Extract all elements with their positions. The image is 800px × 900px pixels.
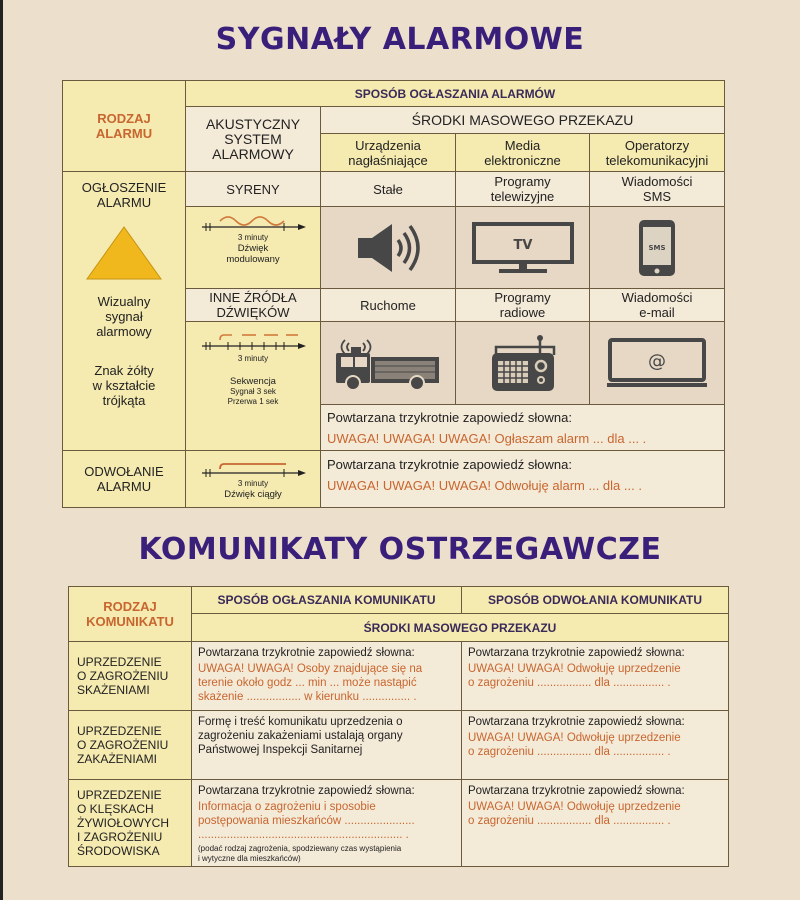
media-col-line: elektroniczne	[484, 152, 561, 168]
media-col-loudspeakers	[320, 133, 456, 172]
text-line: UWAGA! UWAGA! Odwołuję uprzedzenie	[468, 801, 681, 813]
text-line: ................................................................ .	[198, 829, 409, 841]
text-line: o zagrożeniu ................. dla ................ .	[468, 677, 671, 689]
text-line: o zagrożeniu ................. dla ................ .	[468, 815, 671, 827]
label-line: DŹWIĘKÓW	[216, 305, 290, 320]
type-line: ŚRODOWISKA	[77, 844, 160, 858]
text-line: o zagrożeniu ................. dla ................ .	[468, 746, 671, 758]
yellow-triangle-icon	[84, 224, 164, 282]
text-line: Informacja o zagrożeniu i sposobie	[198, 801, 376, 813]
media-col-line: telekomunikacyjni	[605, 152, 709, 168]
tv-cell	[455, 206, 590, 289]
alarm-type-header-line: RODZAJ	[97, 111, 151, 126]
other-sources-label	[185, 288, 321, 322]
at-sign-text: @	[648, 351, 666, 372]
sequence-duration: 3 minuty	[237, 354, 269, 363]
acoustic-header-line: SYSTEM	[224, 130, 282, 147]
text-line: Formę i treść komunikatu uprzedzenia o	[198, 716, 403, 728]
label-line: Programy	[494, 290, 551, 305]
cancel-message-header: SPOSÓB ODWOŁANIA KOMUNIKATU	[461, 586, 729, 614]
text-line: UWAGA! UWAGA! Odwołuję uprzedzenie	[468, 732, 681, 744]
media-col-telecom	[589, 133, 725, 172]
warning-row-cancel	[461, 779, 729, 867]
speaker-cell	[320, 206, 456, 289]
warning-row-cancel	[461, 710, 729, 780]
sequence-timeline-icon	[198, 330, 308, 354]
text-line: Państwowej Inspekcji Sanitarnej	[198, 744, 363, 756]
alarm-type-header-line: ALARMU	[95, 126, 153, 141]
fire-truck-cell	[320, 321, 456, 405]
tv-label: TV	[513, 237, 532, 253]
warning-row-announce	[191, 710, 462, 780]
message-type-header	[68, 586, 192, 642]
intro: Powtarzana trzykrotnie zapowiedź słowna:	[468, 647, 685, 659]
siren-sound-line: Dźwięk	[237, 243, 269, 254]
announce-message-header: SPOSÓB OGŁASZANIA KOMUNIKATU	[191, 586, 462, 614]
acoustic-header-line: ALARMOWY	[212, 145, 294, 162]
media-col-line: nagłaśniające	[348, 152, 428, 168]
type-line: SKAŻENIAMI	[77, 683, 150, 697]
warning-row-type	[68, 779, 192, 867]
spoken-text: UWAGA! UWAGA! UWAGA! Ogłaszam alarm ... dla ... .	[327, 431, 647, 446]
sequence-line: Sekwencja	[230, 376, 276, 387]
type-line: UPRZEDZENIE	[77, 788, 162, 802]
label-line: Programy	[494, 174, 551, 189]
cancel-sound: Dźwięk ciągły	[224, 488, 282, 500]
label-line: INNE ŹRÓDŁA	[209, 290, 297, 305]
spoken-text: UWAGA! UWAGA! UWAGA! Odwołuję alarm ... dla ... .	[327, 478, 642, 493]
label-line: Wiadomości	[621, 290, 693, 305]
continuous-timeline-icon	[198, 459, 308, 479]
speaker-icon	[348, 220, 428, 276]
alarm-method-header: SPOSÓB OGŁASZANIA ALARMÓW	[185, 80, 725, 107]
text-line: postępowania mieszkańców ......................	[198, 815, 415, 827]
title-alarm-signals: SYGNAŁY ALARMOWE	[215, 22, 585, 57]
header-line: KOMUNIKATU	[86, 614, 174, 629]
text-line: skażenie ................. w kierunku ............... .	[198, 691, 417, 703]
tv-programs-label	[455, 171, 590, 207]
continuous-sound-cell	[185, 450, 321, 508]
sirens-label: SYRENY	[185, 171, 321, 207]
cancel-label-line: ALARMU	[96, 479, 152, 494]
page-border-left	[0, 0, 3, 900]
mobile-devices-label: Ruchome	[320, 288, 456, 322]
intro: Powtarzana trzykrotnie zapowiedź słowna:	[468, 716, 685, 728]
cancel-label-line: ODWOŁANIE	[84, 464, 164, 479]
siren-sound-line: modulowany	[226, 254, 280, 265]
siren-modulated-cell	[185, 206, 321, 289]
type-line: O KLĘSKACH	[77, 802, 154, 816]
sms-label-text: SMS	[648, 243, 666, 252]
type-line: O ZAGROŻENIU	[77, 669, 169, 683]
label-line: telewizyjne	[490, 189, 555, 204]
media-col-line: Media	[504, 137, 541, 153]
label-line: radiowe	[499, 305, 546, 320]
siren-duration: 3 minuty	[237, 233, 269, 242]
warning-row-announce	[191, 641, 462, 711]
type-line: ZAKAŻENIAMI	[77, 752, 158, 766]
email-cell	[589, 321, 725, 405]
acoustic-header-line: AKUSTYCZNY	[205, 115, 301, 132]
sms-label	[589, 171, 725, 207]
media-col-electronic	[455, 133, 590, 172]
radio-cell	[455, 321, 590, 405]
cancel-alarm-cell	[62, 450, 186, 508]
warning-row-type	[68, 641, 192, 711]
sign-desc-line: w kształcie	[92, 378, 156, 393]
sign-desc-line: Znak żółty	[94, 363, 154, 378]
sequence-line: Sygnał 3 sek	[230, 387, 276, 396]
text-line: terenie około godz ... min ... może nastąpić	[198, 677, 417, 689]
fixed-devices-label: Stałe	[320, 171, 456, 207]
warning-row-cancel	[461, 641, 729, 711]
note-line: (podać rodzaj zagrożenia, spodziewany czas wystąpienia	[198, 844, 402, 853]
fire-truck-icon	[333, 335, 443, 391]
radio-programs-label	[455, 288, 590, 322]
acoustic-system-header	[185, 106, 321, 172]
warning-mass-media-header: ŚRODKI MASOWEGO PRZEKAZU	[191, 613, 729, 642]
text-line: zagrożeniu zakażeniami ustalają organy	[198, 730, 403, 742]
type-line: O ZAGROŻENIU	[77, 738, 169, 752]
tv-icon	[471, 221, 575, 275]
sign-desc-line: trójkąta	[102, 393, 146, 408]
media-col-line: Urządzenia	[355, 137, 421, 153]
warning-row-announce	[191, 779, 462, 867]
intro: Powtarzana trzykrotnie zapowiedź słowna:	[468, 785, 685, 797]
header-line: RODZAJ	[103, 599, 157, 614]
type-line: ŻYWIOŁOWYCH	[77, 816, 169, 830]
announce-label-line: ALARMU	[96, 195, 152, 210]
intro: Powtarzana trzykrotnie zapowiedź słowna:	[198, 647, 415, 659]
spoken-intro: Powtarzana trzykrotnie zapowiedź słowna:	[327, 410, 572, 425]
label-line: e-mail	[639, 305, 675, 320]
visual-signal-line: alarmowy	[96, 324, 152, 339]
sequence-line: Przerwa 1 sek	[227, 397, 279, 406]
sms-cell	[589, 206, 725, 289]
email-label	[589, 288, 725, 322]
radio-icon	[488, 333, 558, 393]
cancel-duration: 3 minuty	[237, 478, 269, 488]
media-col-line: Operatorzy	[624, 137, 690, 153]
type-line: I ZAGROŻENIU	[77, 830, 163, 844]
label-line: SMS	[642, 189, 672, 204]
cancel-spoken-cell	[320, 450, 725, 508]
email-icon	[607, 337, 707, 389]
announce-spoken-cell	[320, 404, 725, 451]
announce-alarm-cell	[62, 171, 186, 451]
alarm-type-header	[62, 80, 186, 172]
sequence-cell	[185, 321, 321, 451]
visual-signal-line: sygnał	[105, 309, 143, 324]
mass-media-header: ŚRODKI MASOWEGO PRZEKAZU	[320, 106, 725, 134]
spoken-intro: Powtarzana trzykrotnie zapowiedź słowna:	[327, 457, 572, 472]
smartphone-sms-icon	[637, 218, 677, 278]
title-warning-messages: KOMUNIKATY OSTRZEGAWCZE	[138, 532, 662, 567]
warning-row-type	[68, 710, 192, 780]
type-line: UPRZEDZENIE	[77, 655, 162, 669]
type-line: UPRZEDZENIE	[77, 724, 162, 738]
text-line: UWAGA! UWAGA! Osoby znajdujące się na	[198, 663, 423, 675]
visual-signal-line: Wizualny	[97, 294, 151, 309]
label-line: Wiadomości	[621, 174, 693, 189]
note-line: i wytyczne dla mieszkańców)	[198, 854, 301, 863]
text-line: UWAGA! UWAGA! Odwołuję uprzedzenie	[468, 663, 681, 675]
modulated-wave-timeline-icon	[198, 213, 308, 233]
announce-label-line: OGŁOSZENIE	[81, 180, 167, 195]
intro: Powtarzana trzykrotnie zapowiedź słowna:	[198, 785, 415, 797]
